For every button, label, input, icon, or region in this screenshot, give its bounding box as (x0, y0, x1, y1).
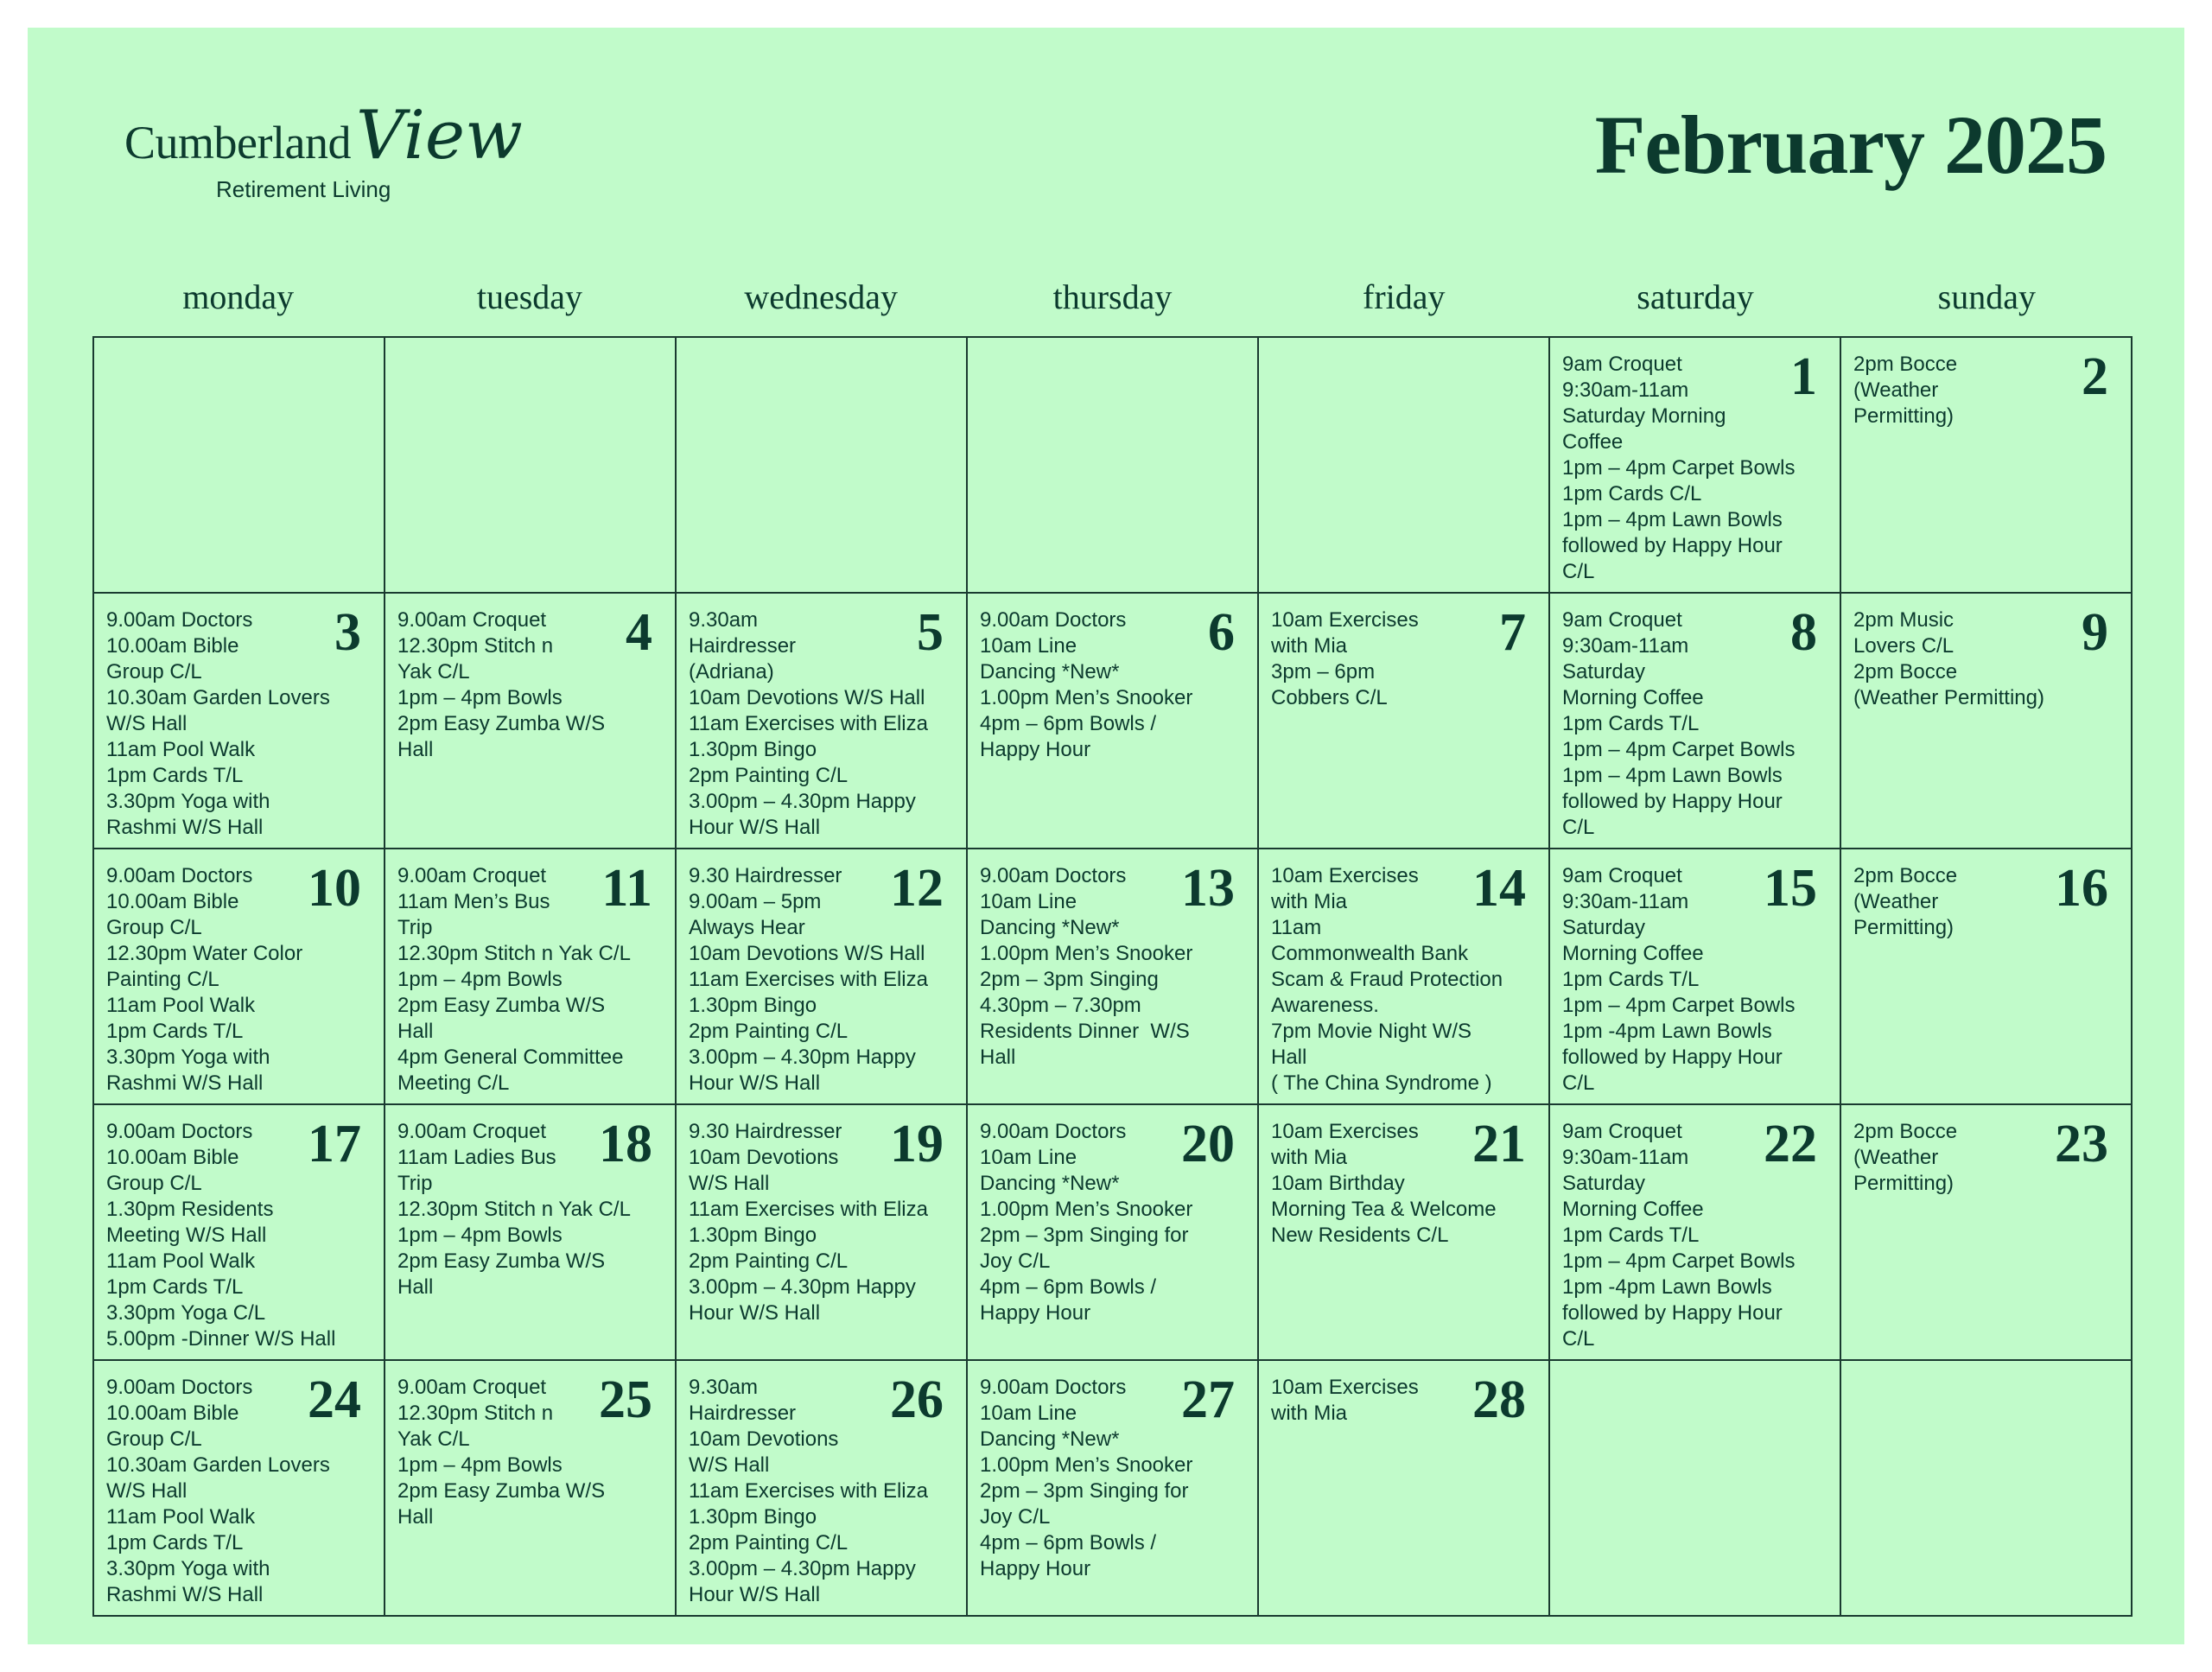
day-number: 2 (2082, 347, 2108, 406)
day-number: 12 (890, 859, 944, 918)
day-number: 13 (1181, 859, 1235, 918)
day-cell (94, 849, 385, 1105)
day-number: 10 (308, 859, 361, 918)
day-cell (1550, 849, 1841, 1105)
day-events: 9.00am Doctors 10.00am Bible Group C/L 10.30am Garden Lovers W/S Hall 11am Pool Walk 1pm Cards T/L 3.30pm Yoga with Rashmi W/S Hall (106, 1376, 330, 1606)
day-events: 9.00am Doctors 10am Line Dancing *New* 1.00pm Men’s Snooker 2pm – 3pm Singing 4.30pm – 7.30pm Residents Dinner W/S Hall (980, 864, 1193, 1069)
weekday-header (92, 277, 2133, 337)
day-events: 9.00am Croquet 12.30pm Stitch n Yak C/L 1pm – 4pm Bowls 2pm Easy Zumba W/S Hall (397, 1376, 606, 1529)
day-events: 9.00am Croquet 11am Ladies Bus Trip 12.30pm Stitch n Yak C/L 1pm – 4pm Bowls 2pm Easy Zumba W/S Hall (397, 1120, 631, 1299)
day-cell (968, 1105, 1259, 1361)
day-cell (968, 594, 1259, 849)
day-cell (385, 1105, 677, 1361)
day-number: 26 (890, 1370, 944, 1429)
day-cell (968, 1361, 1259, 1617)
weekday-label: tuesday (476, 277, 583, 316)
day-number: 28 (1472, 1370, 1526, 1429)
weekday-label: friday (1363, 277, 1446, 316)
day-events: 10am Exercises with Mia 3pm – 6pm Cobbers C/L (1271, 608, 1419, 709)
day-cell (385, 849, 677, 1105)
day-cell (1841, 1105, 2133, 1361)
day-cell (94, 1361, 385, 1617)
day-events: 9.00am Doctors 10am Line Dancing *New* 1.00pm Men’s Snooker 2pm – 3pm Singing for Joy C/L 4pm – 6pm Bowls / Happy Hour (980, 1376, 1193, 1580)
day-number: 8 (1790, 603, 1817, 662)
day-number: 16 (2055, 859, 2108, 918)
day-cell (94, 594, 385, 849)
logo-script: View (356, 97, 523, 175)
day-events: 9am Croquet 9:30am-11am Saturday Morning Coffee 1pm Cards T/L 1pm – 4pm Carpet Bowls 1pm – 4pm Lawn Bowls followed by Happy Hour C/L (1562, 608, 1796, 839)
day-cell (1259, 338, 1550, 594)
day-number: 3 (334, 603, 361, 662)
weekday-label: monday (182, 277, 295, 316)
logo-brand: Cumberland (124, 117, 351, 168)
day-events: 9.00am Doctors 10.00am Bible Group C/L 10.30am Garden Lovers W/S Hall 11am Pool Walk 1pm Cards T/L 3.30pm Yoga with Rashmi W/S Hall (106, 608, 330, 839)
day-cell (1841, 594, 2133, 849)
day-events: 10am Exercises with Mia 11am Commonwealth Bank Scam & Fraud Protection Awareness. 7pm Movie Night W/S Hall ( The China Syndrome ) (1271, 864, 1503, 1095)
day-events: 9.00am Doctors 10am Line Dancing *New* 1.00pm Men’s Snooker 2pm – 3pm Singing for Joy C/L 4pm – 6pm Bowls / Happy Hour (980, 1120, 1193, 1325)
day-events: 10am Exercises with Mia 10am Birthday Morning Tea & Welcome New Residents C/L (1271, 1120, 1497, 1247)
day-cell (677, 1105, 968, 1361)
day-cell (385, 1361, 677, 1617)
day-events: 9.00am Croquet 11am Men’s Bus Trip 12.30pm Stitch n Yak C/L 1pm – 4pm Bowls 2pm Easy Zumba W/S Hall 4pm General Committee Meeting C/L (397, 864, 631, 1095)
day-number: 17 (308, 1115, 361, 1173)
day-events: 9am Croquet 9:30am-11am Saturday Morning Coffee 1pm – 4pm Carpet Bowls 1pm Cards C/L 1pm – 4pm Lawn Bowls followed by Happy Hour C/L (1562, 353, 1796, 583)
weekday-label: wednesday (744, 277, 899, 316)
day-events: 9am Croquet 9:30am-11am Saturday Morning Coffee 1pm Cards T/L 1pm – 4pm Carpet Bowls 1pm -4pm Lawn Bowls followed by Happy Hour C/L (1562, 1120, 1796, 1351)
day-cell (1550, 338, 1841, 594)
day-events: 9.30 Hairdresser 9.00am – 5pm Always Hear 10am Devotions W/S Hall 11am Exercises with Eliza 1.30pm Bingo 2pm Painting C/L 3.00pm – 4.30pm Happy Hour W/S Hall (689, 864, 928, 1095)
day-number: 5 (917, 603, 944, 662)
day-events: 9.30 Hairdresser 10am Devotions W/S Hall 11am Exercises with Eliza 1.30pm Bingo 2pm Painting C/L 3.00pm – 4.30pm Happy Hour W/S Hall (689, 1120, 928, 1325)
day-events: 9.00am Doctors 10.00am Bible Group C/L 1.30pm Residents Meeting W/S Hall 11am Pool Walk 1pm Cards T/L 3.30pm Yoga C/L 5.00pm -Dinner W/S Hall (106, 1120, 336, 1351)
day-events: 2pm Bocce (Weather Permitting) (1853, 864, 1958, 939)
day-cell (677, 849, 968, 1105)
day-cell (1841, 338, 2133, 594)
day-cell (1550, 594, 1841, 849)
day-cell (1259, 849, 1550, 1105)
day-events: 9.00am Doctors 10am Line Dancing *New* 1.00pm Men’s Snooker 4pm – 6pm Bowls / Happy Hour (980, 608, 1193, 761)
day-number: 14 (1472, 859, 1526, 918)
day-cell (1259, 594, 1550, 849)
day-number: 7 (1499, 603, 1526, 662)
day-cell (677, 338, 968, 594)
day-cell (385, 338, 677, 594)
day-number: 22 (1764, 1115, 1817, 1173)
day-cell (968, 338, 1259, 594)
day-events: 9.30am Hairdresser (Adriana) 10am Devotions W/S Hall 11am Exercises with Eliza 1.30pm Bingo 2pm Painting C/L 3.00pm – 4.30pm Happy Hour W/S Hall (689, 608, 928, 839)
day-events: 10am Exercises with Mia (1271, 1376, 1419, 1425)
day-events: 9.30am Hairdresser 10am Devotions W/S Hall 11am Exercises with Eliza 1.30pm Bingo 2pm Painting C/L 3.00pm – 4.30pm Happy Hour W/S Hall (689, 1376, 928, 1606)
day-number: 18 (599, 1115, 652, 1173)
day-number: 20 (1181, 1115, 1235, 1173)
day-number: 1 (1790, 347, 1817, 406)
day-cell (1550, 1105, 1841, 1361)
day-cell (968, 849, 1259, 1105)
day-events: 2pm Music Lovers C/L 2pm Bocce (Weather Permitting) (1853, 608, 2044, 709)
day-events: 2pm Bocce (Weather Permitting) (1853, 1120, 1958, 1195)
weekday-label: saturday (1637, 277, 1754, 316)
day-events: 9.00am Croquet 12.30pm Stitch n Yak C/L 1pm – 4pm Bowls 2pm Easy Zumba W/S Hall (397, 608, 606, 761)
month-title: February 2025 (1594, 99, 2107, 191)
day-cell (94, 1105, 385, 1361)
weekday-label: thursday (1052, 277, 1173, 316)
day-number: 19 (890, 1115, 944, 1173)
logo (124, 97, 522, 209)
day-cell (94, 338, 385, 594)
day-number: 6 (1208, 603, 1235, 662)
day-cell (1841, 849, 2133, 1105)
day-number: 21 (1472, 1115, 1526, 1173)
day-cell (1841, 1361, 2133, 1617)
day-cell (1259, 1361, 1550, 1617)
day-number: 27 (1181, 1370, 1235, 1429)
weekday-label: sunday (1937, 277, 2036, 316)
day-number: 24 (308, 1370, 361, 1429)
day-number: 15 (1764, 859, 1817, 918)
day-number: 11 (601, 859, 652, 918)
day-cell (677, 594, 968, 849)
day-number: 4 (626, 603, 652, 662)
calendar-grid (92, 336, 2133, 1617)
day-number: 9 (2082, 603, 2108, 662)
logo-subtitle: Retirement Living (216, 176, 391, 202)
day-events: 2pm Bocce (Weather Permitting) (1853, 353, 1958, 428)
day-cell (677, 1361, 968, 1617)
day-events: 9.00am Doctors 10.00am Bible Group C/L 12.30pm Water Color Painting C/L 11am Pool Walk 1pm Cards T/L 3.30pm Yoga with Rashmi W/S Hall (106, 864, 303, 1095)
day-number: 25 (599, 1370, 652, 1429)
day-events: 9am Croquet 9:30am-11am Saturday Morning Coffee 1pm Cards T/L 1pm – 4pm Carpet Bowls 1pm -4pm Lawn Bowls followed by Happy Hour C/L (1562, 864, 1796, 1095)
day-cell (1259, 1105, 1550, 1361)
day-cell (385, 594, 677, 849)
day-number: 23 (2055, 1115, 2108, 1173)
day-cell (1550, 1361, 1841, 1617)
